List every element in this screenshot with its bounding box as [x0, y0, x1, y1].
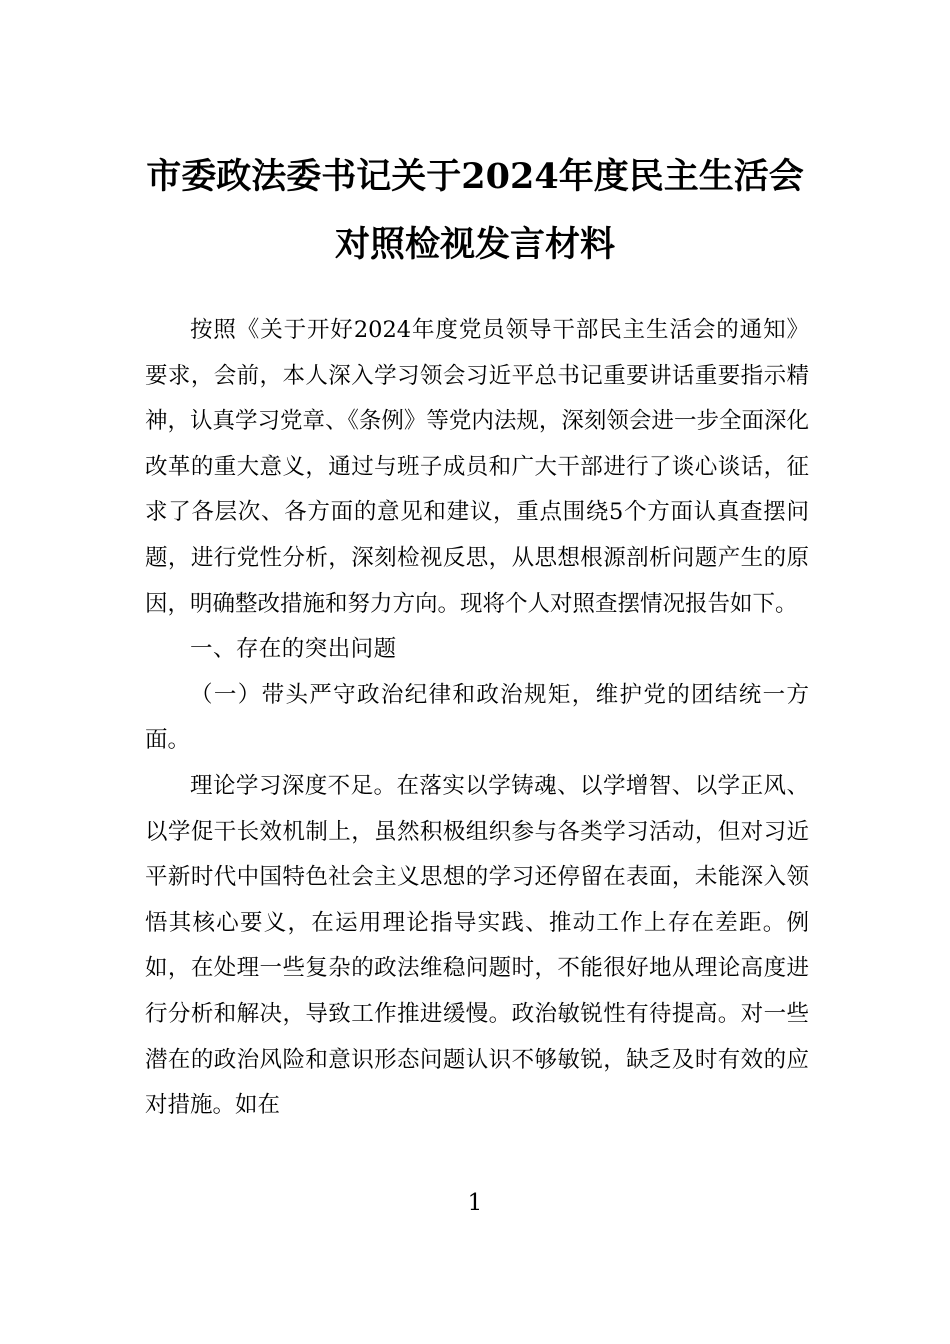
- section-heading: 一、存在的突出问题: [190, 636, 397, 663]
- document-body: [145, 308, 809, 1129]
- subsection-heading: （一）带头严守政治纪律和政治规矩，维护党的团结统一方面。: [145, 681, 809, 754]
- document-title-line-2: 对照检视发言材料: [334, 224, 615, 265]
- intro-paragraph: 按照《关于开好2024年度党员领导干部民主生活会的通知》要求，会前，本人深入学习领会习近平总书记重要讲话重要指示精神，认真学习党章、《条例》等党内法规，深刻领会进一步全面深化改革的重大意义，通过与班子成员和广大干部进行了谈心谈话，征求了各层次、各方面的意见和建议，重点围绕5个方面认真查摆问题，进行党性分析，深刻检视反思，从思想根源剖析问题产生的原因，明确整改措施和努力方向。现将个人对照查摆情况报告如下。: [145, 317, 809, 617]
- body-paragraph: 理论学习深度不足。在落实以学铸魂、以学增智、以学正风、以学促干长效机制上，虽然积极组织参与各类学习活动，但对习近平新时代中国特色社会主义思想的学习还停留在表面，未能深入领悟其核心要义，在运用理论指导实践、推动工作上存在差距。例如，在处理一些复杂的政法维稳问题时，不能很好地从理论高度进行分析和解决，导致工作推进缓慢。政治敏锐性有待提高。对一些潜在的政治风险和意识形态问题认识不够敏锐，缺乏及时有效的应对措施。如在: [145, 772, 809, 1119]
- document-title-line-1: 市委政法委书记关于2024年度民主生活会: [146, 156, 804, 197]
- page-number: 1: [467, 1190, 483, 1216]
